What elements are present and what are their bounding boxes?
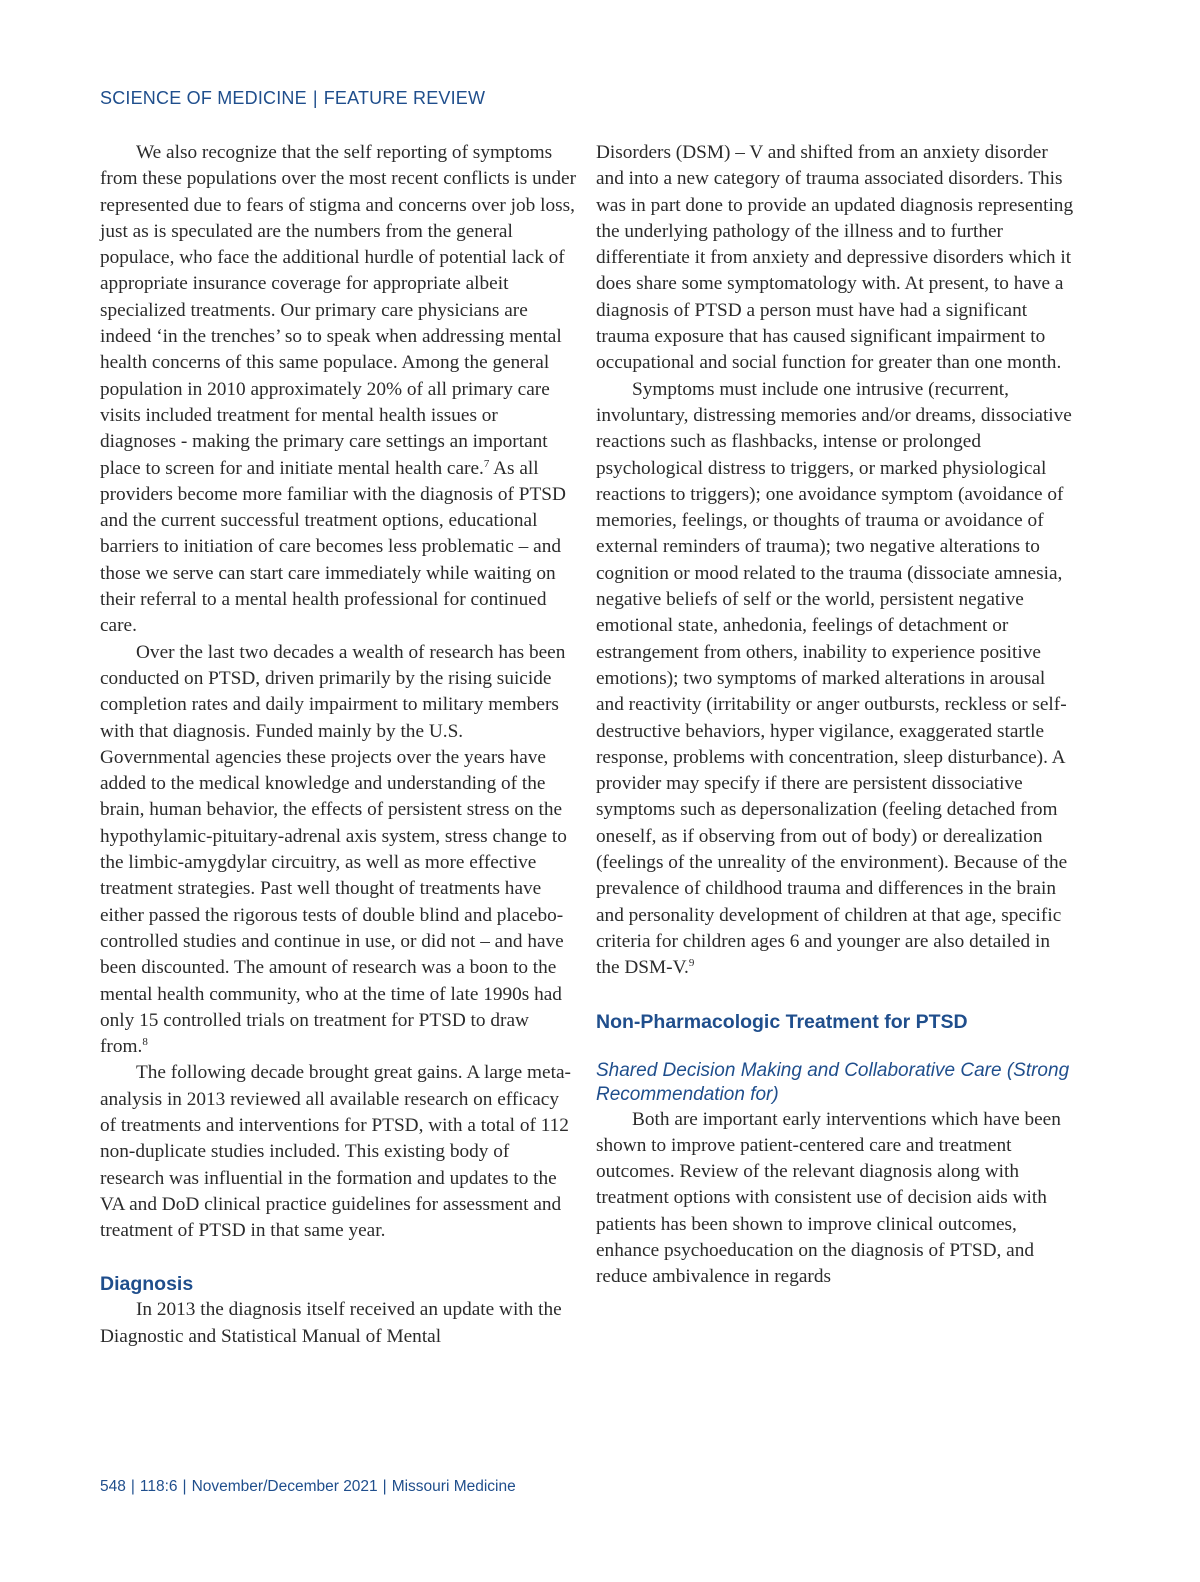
reference-marker: 8: [142, 1036, 148, 1049]
page-number: 548: [100, 1478, 126, 1495]
header-separator: |: [312, 88, 318, 108]
body-paragraph: In 2013 the diagnosis itself received an update with the Diagnostic and Statistical Manual of Mental: [100, 1299, 562, 1347]
paragraph-text: Over the last two decades a wealth of research has been conducted on PTSD, driven primarily by the rising suicide completion rates and daily impairment to military members with that diagnosis. Funded mainly by the U.S. Governmental agencies these projects over the years have added to the medical knowledge and understanding of the brain, human behavior, the effects of persistent stress on the hypothylamic-pituitary-adrenal axis system, stress change to the limbic-amygdylar circuitry, as well as more effective treatment strategies. Past well thought of treatments have either passed the rigorous tests of double blind and placebo-controlled studies and continue in use, or did not – and have been discounted. The amount of research was a boon to the mental health community, who at the time of late 1990s had only 15 controlled trials on treatment for PTSD to draw from.: [100, 641, 567, 1058]
reference-marker: 7: [483, 457, 490, 470]
right-column: [596, 140, 1074, 1291]
issue-date: November/December 2021: [191, 1478, 378, 1495]
footer-separator: |: [130, 1478, 135, 1495]
footer-separator: |: [182, 1478, 187, 1495]
running-header: [100, 88, 485, 109]
reference-marker: 9: [688, 957, 695, 970]
body-paragraph: [100, 140, 578, 640]
page-footer: [100, 1478, 516, 1496]
section-heading-non-pharmacologic: Non-Pharmacologic Treatment for PTSD: [596, 1010, 968, 1033]
section-heading-diagnosis: Diagnosis: [100, 1273, 194, 1296]
paragraph-text: Symptoms must include one intrusive (recurrent, involuntary, distressing memories and/or dreams, dissociative reactions such as flashbacks, intense or prolonged psychological distress to triggers, or marked physiological reactions to triggers); one avoidance symptom (avoidance of memories, feelings, or thoughts of trauma or avoidance of external reminders of trauma); two negative alterations to cognition or mood related to the trauma (dissociate amnesia, negative beliefs of self or the world, persistent negative emotional state, anhedonia, feelings of detachment or estrangement from others, inability to experience positive emotions); two symptoms of marked alterations in arousal and reactivity (irritability or anger outbursts, reckless or self-destructive behaviors, hyper vigilance, exaggerated startle response, problems with concentration, sleep disturbance). A provider may specify if there are persistent dissociative symptoms such as depersonalization (feeling detached from oneself, as if observing from out of body) or derealization (feelings of the unreality of the environment). Because of the prevalence of childhood trauma and differences in the brain and personality development of children at that age, specific criteria for children ages 6 and younger are also detailed in the DSM-V.: [596, 378, 1072, 979]
issue-number: 118:6: [139, 1478, 178, 1495]
header-category: FEATURE REVIEW: [323, 88, 486, 108]
journal-name: Missouri Medicine: [391, 1478, 516, 1495]
subsection-heading: Shared Decision Making and Collaborative Care (Strong Recommendation for): [596, 1059, 1070, 1105]
body-paragraph: [100, 640, 578, 1061]
body-paragraph: [596, 377, 1074, 982]
paragraph-text: We also recognize that the self reporting of symptoms from these populations over the most recent conflicts is under represented due to fears of stigma and concerns over job loss, just as is speculated are the numbers from the general populace, who face the additional hurdle of potential lack of appropriate insurance coverage for appropriate albeit specialized treatments. Our primary care physicians are indeed ‘in the trenches’ so to speak when addressing mental health concerns of this same populace. Among the general population in 2010 approximately 20% of all primary care visits included treatment for mental health issues or diagnoses - making the primary care settings an important place to screen for and initiate mental health care.: [100, 142, 577, 479]
header-section: SCIENCE OF MEDICINE: [100, 88, 307, 108]
body-paragraph: Both are important early interventions which have been shown to improve patient-centered care and treatment outcomes. Review of the relevant diagnosis along with treatment options with consistent use of decision aids with patients has been shown to improve clinical outcomes, enhance psychoeducation on the diagnosis of PTSD, and reduce ambivalence in regards: [596, 1108, 1061, 1288]
footer-separator: |: [382, 1478, 387, 1495]
body-paragraph: The following decade brought great gains. A large meta-analysis in 2013 reviewed all available research on efficacy of treatments and interventions for PTSD, with a total of 112 non-duplicate studies included. This existing body of research was influential in the formation and updates to the VA and DoD clinical practice guidelines for assessment and treatment of PTSD in that same year.: [100, 1062, 571, 1242]
body-paragraph: Disorders (DSM) – V and shifted from an anxiety disorder and into a new category of trauma associated disorders. This was in part done to provide an updated diagnosis representing the underlying pathology of the illness and to further differentiate it from anxiety and depressive disorders which it does share some symptomatology with. At present, to have a diagnosis of PTSD a person must have had a significant trauma exposure that has caused significant impairment to occupational and social function for greater than one month.: [596, 142, 1074, 374]
paragraph-text: As all providers become more familiar with the diagnosis of PTSD and the current successful treatment options, educational barriers to initiation of care becomes less problematic – and those we serve can start care immediately while waiting on their referral to a mental health professional for continued care.: [100, 457, 566, 637]
left-column: [100, 140, 578, 1350]
